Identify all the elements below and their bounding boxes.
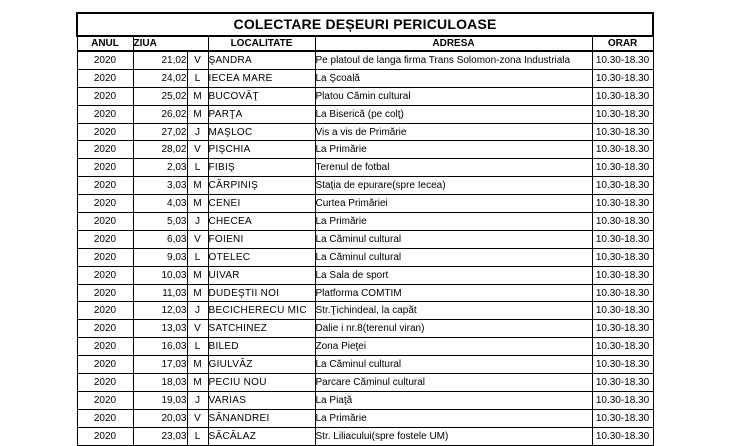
cell-locality: CHECEA xyxy=(208,213,315,231)
cell-hours: 10.30-18.30 xyxy=(592,51,653,69)
cell-locality: BILED xyxy=(208,338,315,356)
cell-locality: IECEA MARE xyxy=(208,69,315,87)
cell-year: 2020 xyxy=(77,195,133,213)
table-row xyxy=(77,141,653,159)
cell-year: 2020 xyxy=(77,302,133,320)
cell-day-of-week: L xyxy=(187,427,208,445)
cell-year: 2020 xyxy=(77,213,133,231)
cell-date: 13,03 xyxy=(133,320,187,338)
cell-locality: SATCHINEZ xyxy=(208,320,315,338)
cell-locality: UIVAR xyxy=(208,266,315,284)
cell-year: 2020 xyxy=(77,105,133,123)
cell-locality: PIŞCHIA xyxy=(208,141,315,159)
cell-address: Dalie i nr.8(terenul viran) xyxy=(315,320,592,338)
cell-date: 21,02 xyxy=(133,51,187,69)
table-row xyxy=(77,177,653,195)
cell-hours: 10.30-18.30 xyxy=(592,105,653,123)
cell-day-of-week: M xyxy=(187,87,208,105)
cell-address: Platforma COMTIM xyxy=(315,284,592,302)
cell-hours: 10.30-18.30 xyxy=(592,356,653,374)
schedule-sheet xyxy=(76,12,652,446)
table-row xyxy=(77,195,653,213)
header-row xyxy=(77,36,653,51)
cell-year: 2020 xyxy=(77,266,133,284)
cell-day-of-week: V xyxy=(187,320,208,338)
table-row xyxy=(77,409,653,427)
cell-locality: CENEI xyxy=(208,195,315,213)
cell-date: 27,02 xyxy=(133,123,187,141)
header-day: ZIUA xyxy=(133,36,208,51)
table-row xyxy=(77,51,653,69)
cell-day-of-week: V xyxy=(187,409,208,427)
table-row xyxy=(77,105,653,123)
cell-day-of-week: M xyxy=(187,266,208,284)
cell-date: 28,02 xyxy=(133,141,187,159)
cell-address: Parcare Căminul cultural xyxy=(315,374,592,392)
cell-locality: PECIU NOU xyxy=(208,374,315,392)
cell-date: 2,03 xyxy=(133,159,187,177)
cell-year: 2020 xyxy=(77,123,133,141)
cell-day-of-week: V xyxy=(187,51,208,69)
cell-year: 2020 xyxy=(77,230,133,248)
cell-hours: 10.30-18.30 xyxy=(592,141,653,159)
cell-address: Str.Ţichindeal, la capăt xyxy=(315,302,592,320)
cell-address: Staţia de epurare(spre Iecea) xyxy=(315,177,592,195)
cell-address: Pe platoul de langa firma Trans Solomon-zona Industriala xyxy=(315,51,592,69)
cell-hours: 10.30-18.30 xyxy=(592,302,653,320)
table-row xyxy=(77,374,653,392)
cell-address: La Căminul cultural xyxy=(315,230,592,248)
cell-locality: BUCOVĂŢ xyxy=(208,87,315,105)
cell-day-of-week: M xyxy=(187,177,208,195)
cell-hours: 10.30-18.30 xyxy=(592,123,653,141)
cell-year: 2020 xyxy=(77,427,133,445)
cell-locality: BECICHERECU MIC xyxy=(208,302,315,320)
cell-year: 2020 xyxy=(77,409,133,427)
cell-date: 17,03 xyxy=(133,356,187,374)
cell-day-of-week: M xyxy=(187,284,208,302)
cell-day-of-week: J xyxy=(187,302,208,320)
cell-day-of-week: J xyxy=(187,213,208,231)
cell-address: Platou Cămin cultural xyxy=(315,87,592,105)
table-row xyxy=(77,248,653,266)
cell-locality: FIBIŞ xyxy=(208,159,315,177)
table-row xyxy=(77,123,653,141)
cell-date: 25,02 xyxy=(133,87,187,105)
cell-address: La Sala de sport xyxy=(315,266,592,284)
cell-day-of-week: M xyxy=(187,356,208,374)
cell-address: La Primărie xyxy=(315,141,592,159)
table-row xyxy=(77,159,653,177)
cell-hours: 10.30-18.30 xyxy=(592,320,653,338)
cell-day-of-week: V xyxy=(187,141,208,159)
cell-day-of-week: M xyxy=(187,105,208,123)
cell-locality: GIULVĂZ xyxy=(208,356,315,374)
cell-day-of-week: L xyxy=(187,248,208,266)
cell-locality: SĂCĂLAZ xyxy=(208,427,315,445)
header-locality: LOCALITATE xyxy=(208,36,315,51)
cell-date: 11,03 xyxy=(133,284,187,302)
cell-locality: CĂRPINIŞ xyxy=(208,177,315,195)
cell-hours: 10.30-18.30 xyxy=(592,87,653,105)
cell-day-of-week: M xyxy=(187,195,208,213)
cell-date: 19,03 xyxy=(133,391,187,409)
cell-locality: OTELEC xyxy=(208,248,315,266)
cell-hours: 10.30-18.30 xyxy=(592,230,653,248)
cell-day-of-week: L xyxy=(187,159,208,177)
cell-locality: ŞANDRA xyxy=(208,51,315,69)
table-row xyxy=(77,356,653,374)
cell-address: La Căminul cultural xyxy=(315,356,592,374)
schedule-table xyxy=(76,12,654,446)
cell-date: 9,03 xyxy=(133,248,187,266)
table-row xyxy=(77,87,653,105)
cell-hours: 10.30-18.30 xyxy=(592,284,653,302)
cell-date: 10,03 xyxy=(133,266,187,284)
cell-year: 2020 xyxy=(77,391,133,409)
cell-address: La Primărie xyxy=(315,409,592,427)
cell-day-of-week: V xyxy=(187,230,208,248)
cell-address: La Biserică (pe colţ) xyxy=(315,105,592,123)
cell-address: Curtea Primăriei xyxy=(315,195,592,213)
header-year: ANUL xyxy=(77,36,133,51)
cell-year: 2020 xyxy=(77,51,133,69)
table-row xyxy=(77,213,653,231)
cell-year: 2020 xyxy=(77,177,133,195)
cell-hours: 10.30-18.30 xyxy=(592,409,653,427)
table-row xyxy=(77,338,653,356)
cell-hours: 10.30-18.30 xyxy=(592,266,653,284)
cell-hours: 10.30-18.30 xyxy=(592,374,653,392)
cell-date: 5,03 xyxy=(133,213,187,231)
header-address: ADRESA xyxy=(315,36,592,51)
cell-year: 2020 xyxy=(77,338,133,356)
table-row xyxy=(77,391,653,409)
cell-date: 24,02 xyxy=(133,69,187,87)
cell-hours: 10.30-18.30 xyxy=(592,338,653,356)
cell-year: 2020 xyxy=(77,356,133,374)
cell-locality: MAŞLOC xyxy=(208,123,315,141)
cell-hours: 10.30-18.30 xyxy=(592,427,653,445)
cell-year: 2020 xyxy=(77,69,133,87)
cell-address: Str. Liliacului(spre fostele UM) xyxy=(315,427,592,445)
header-schedule: ORAR xyxy=(592,36,653,51)
cell-hours: 10.30-18.30 xyxy=(592,195,653,213)
cell-locality: VARIAS xyxy=(208,391,315,409)
table-row xyxy=(77,320,653,338)
table-title: COLECTARE DEȘEURI PERICULOASE xyxy=(77,13,653,36)
cell-hours: 10.30-18.30 xyxy=(592,248,653,266)
cell-hours: 10.30-18.30 xyxy=(592,69,653,87)
cell-day-of-week: L xyxy=(187,338,208,356)
cell-address: La Piaţă xyxy=(315,391,592,409)
cell-day-of-week: M xyxy=(187,374,208,392)
cell-date: 23,03 xyxy=(133,427,187,445)
table-row xyxy=(77,230,653,248)
cell-locality: PARŢA xyxy=(208,105,315,123)
cell-address: Zona Pieţei xyxy=(315,338,592,356)
cell-year: 2020 xyxy=(77,320,133,338)
title-row xyxy=(77,13,653,36)
cell-year: 2020 xyxy=(77,284,133,302)
table-row xyxy=(77,266,653,284)
cell-day-of-week: J xyxy=(187,391,208,409)
cell-locality: DUDEŞTII NOI xyxy=(208,284,315,302)
cell-locality: FOIENI xyxy=(208,230,315,248)
table-row xyxy=(77,284,653,302)
cell-address: Vis a vis de Primărie xyxy=(315,123,592,141)
cell-hours: 10.30-18.30 xyxy=(592,213,653,231)
cell-year: 2020 xyxy=(77,87,133,105)
table-row xyxy=(77,427,653,445)
cell-hours: 10.30-18.30 xyxy=(592,391,653,409)
cell-date: 20,03 xyxy=(133,409,187,427)
cell-year: 2020 xyxy=(77,248,133,266)
cell-date: 18,03 xyxy=(133,374,187,392)
cell-address: La Căminul cultural xyxy=(315,248,592,266)
cell-year: 2020 xyxy=(77,374,133,392)
cell-address: Terenul de fotbal xyxy=(315,159,592,177)
cell-year: 2020 xyxy=(77,141,133,159)
table-row xyxy=(77,69,653,87)
cell-date: 12,03 xyxy=(133,302,187,320)
table-row xyxy=(77,302,653,320)
cell-date: 6,03 xyxy=(133,230,187,248)
cell-hours: 10.30-18.30 xyxy=(592,159,653,177)
cell-date: 4,03 xyxy=(133,195,187,213)
cell-hours: 10.30-18.30 xyxy=(592,177,653,195)
cell-address: La Şcoală xyxy=(315,69,592,87)
cell-date: 3,03 xyxy=(133,177,187,195)
cell-day-of-week: J xyxy=(187,123,208,141)
cell-year: 2020 xyxy=(77,159,133,177)
cell-date: 26,02 xyxy=(133,105,187,123)
cell-day-of-week: L xyxy=(187,69,208,87)
cell-address: La Primărie xyxy=(315,213,592,231)
cell-locality: SÂNANDREI xyxy=(208,409,315,427)
cell-date: 16,03 xyxy=(133,338,187,356)
